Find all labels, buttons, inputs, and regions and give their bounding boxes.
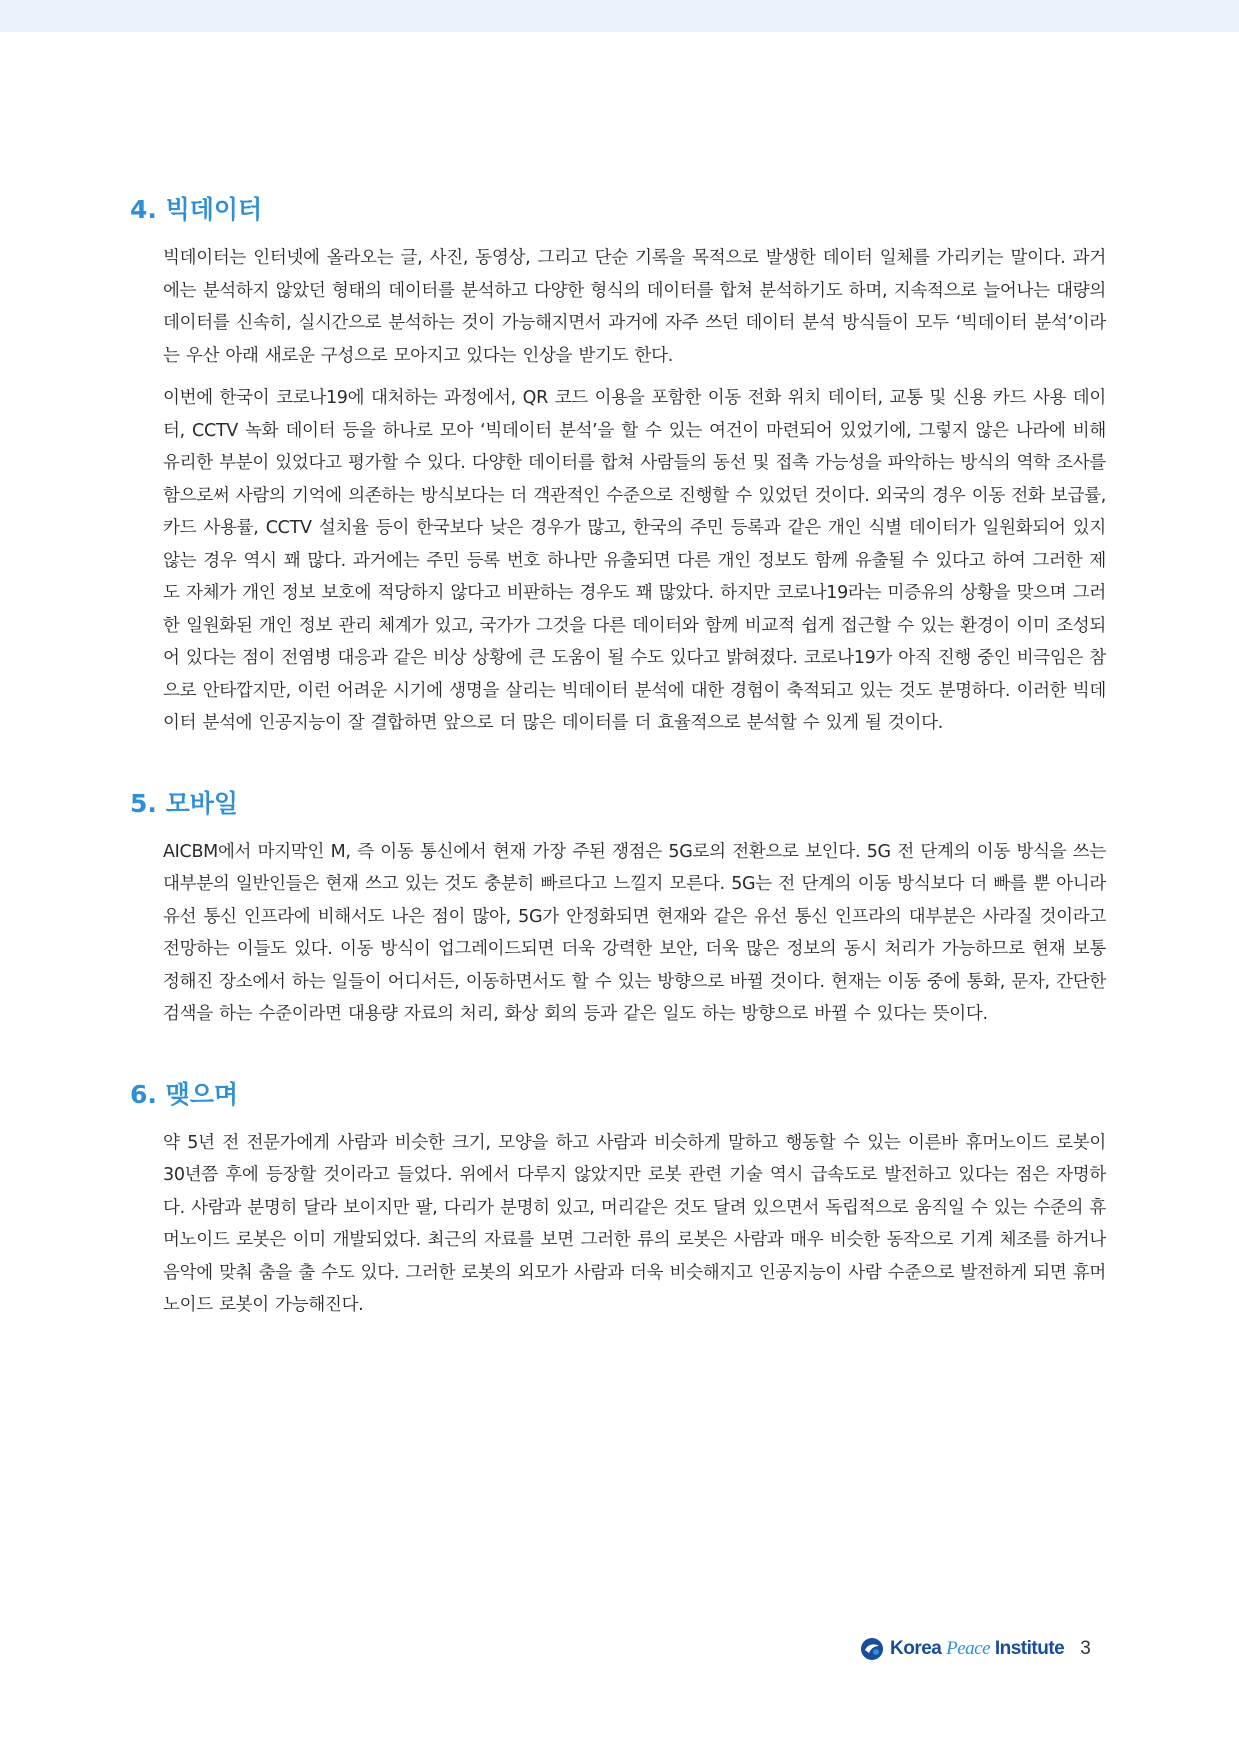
paragraph: 약 5년 전 전문가에게 사람과 비슷한 크기, 모양을 하고 사람과 비슷하게 말하고 행동할 수 있는 이른바 휴머노이드 로봇이 30년쯤 후에 등장할 것이라고 들었다. 위에서 다루지 않았지만 로봇 관련 기술 역시 급속도로 발전하고 있다는 점은 자명하다. 사람과 분명히 달라 보이지만 팔, 다리가 분명히 있고, 머리같은 것도 달려 있으면서 독립적으로 움직일 수 있는 수준의 휴머노이드 로봇은 이미 개발되었다. 최근의 자료를 보면 그러한 류의 로봇은 사람과 매우 비슷한 동작으로 기계 체조를 하거나 음악에 맞춰 춤을 출 수도 있다. 그러한 로봇의 외모가 사람과 더욱 비슷해지고 인공지능이 사람 수준으로 발전하게 되면 휴머노이드 로봇이 가능해진다. xyxy=(163,1132,1107,1315)
paragraph: AICBM에서 마지막인 M, 즉 이동 통신에서 현재 가장 주된 쟁점은 5G로의 전환으로 보인다. 5G 전 단계의 이동 방식을 쓰는 대부분의 일반인들은 현재 쓰고 있는 것도 충분히 빠르다고 느낄지 모른다. 5G는 전 단계의 이동 방식보다 더 빠를 뿐 아니라 유선 통신 인프라에 비해서도 나은 점이 많아, 5G가 안정화되면 현재와 같은 유선 통신 인프라의 대부분은 사라질 것이라고 전망하는 이들도 있다. 이동 방식이 업그레이드되면 더욱 강력한 보안, 더욱 많은 정보의 동시 처리가 가능하므로 현재 보통 정해진 장소에서 하는 일들이 어디서든, 이동하면서도 할 수 있는 방향으로 바뀔 것이다. 현재는 이동 중에 통화, 문자, 간단한 검색을 하는 수준이라면 대용량 자료의 처리, 화상 회의 등과 같은 일도 하는 방향으로 바뀔 수 있다는 뜻이다. xyxy=(163,841,1106,1024)
paragraph: 이번에 한국이 코로나19에 대처하는 과정에서, QR 코드 이용을 포함한 이동 전화 위치 데이터, 교통 및 신용 카드 사용 데이터, CCTV 녹화 데이터 등을 하나로 모아 ‘빅데이터 분석’을 할 수 있는 여건이 마련되어 있었기에, 그렇지 않은 나라에 비해 유리한 부분이 있었다고 평가할 수 있다. 다양한 데이터를 합쳐 사람들의 동선 및 접촉 가능성을 파악하는 방식의 역학 조사를 함으로써 사람의 기억에 의존하는 방식보다는 더 객관적인 수준으로 진행할 수 있었던 것이다. 외국의 경우 이동 전화 보급률, 카드 사용률, CCTV 설치율 등이 한국보다 낮은 경우가 많고, 한국의 주민 등록과 같은 개인 식별 데이터가 일원화되어 있지 않는 경우 역시 꽤 많다. 과거에는 주민 등록 번호 하나만 유출되면 다른 개인 정보도 함께 유출될 수 있다고 하여 그러한 제도 자체가 개인 정보 보호에 적당하지 않다고 비판하는 경우도 꽤 많았다. 하지만 코로나19라는 미증유의 상황을 맞으며 그러한 일원화된 개인 정보 관리 체계가 있고, 국가가 그것을 다른 데이터와 함께 비교적 쉽게 접근할 수 있는 환경이 이미 조성되어 있다는 점이 전염병 대응과 같은 비상 상황에 큰 도움이 될 수도 있다고 밝혀졌다. 코로나19가 아직 진행 중인 비극임은 참으로 안타깝지만, 이런 어려운 시기에 생명을 살리는 빅데이터 분석에 대한 경험이 축적되고 있는 것도 분명하다. 이러한 빅데이터 분석에 인공지능이 잘 결합하면 앞으로 더 많은 데이터를 더 효율적으로 분석할 수 있게 될 것이다. xyxy=(163,388,1106,733)
document-body xyxy=(130,190,1106,1366)
logo-word-peace: Peace xyxy=(946,1638,991,1659)
page-number: 3 xyxy=(1080,1638,1091,1659)
paragraph: 빅데이터는 인터넷에 올라오는 글, 사진, 동영상, 그리고 단순 기록을 목적으로 발생한 데이터 일체를 가리키는 말이다. 과거에는 분석하지 않았던 형태의 데이터를 분석하고 다양한 형식의 데이터를 합쳐 분석하기도 하며, 지속적으로 늘어나는 대량의 데이터를 신속히, 실시간으로 분석하는 것이 가능해지면서 과거에 자주 쓰던 데이터 분석 방식들이 모두 ‘빅데이터 분석’이라는 우산 아래 새로운 구성으로 모아지고 있다는 인상을 받기도 한다. xyxy=(163,248,1106,366)
section-big-data xyxy=(130,190,1106,740)
section-heading: 4. 빅데이터 xyxy=(130,195,263,224)
logo-word-korea: Korea xyxy=(890,1638,942,1659)
section-conclusion xyxy=(130,1075,1106,1322)
section-heading: 6. 맺으며 xyxy=(130,1079,239,1109)
institute-logo-text xyxy=(890,1638,1064,1660)
section-mobile xyxy=(130,784,1106,1031)
section-heading: 5. 모바일 xyxy=(130,788,239,818)
top-color-band xyxy=(0,0,1239,32)
page-footer xyxy=(860,1637,1091,1661)
institute-logo-icon xyxy=(860,1637,884,1661)
logo-word-institute: Institute xyxy=(994,1638,1065,1659)
